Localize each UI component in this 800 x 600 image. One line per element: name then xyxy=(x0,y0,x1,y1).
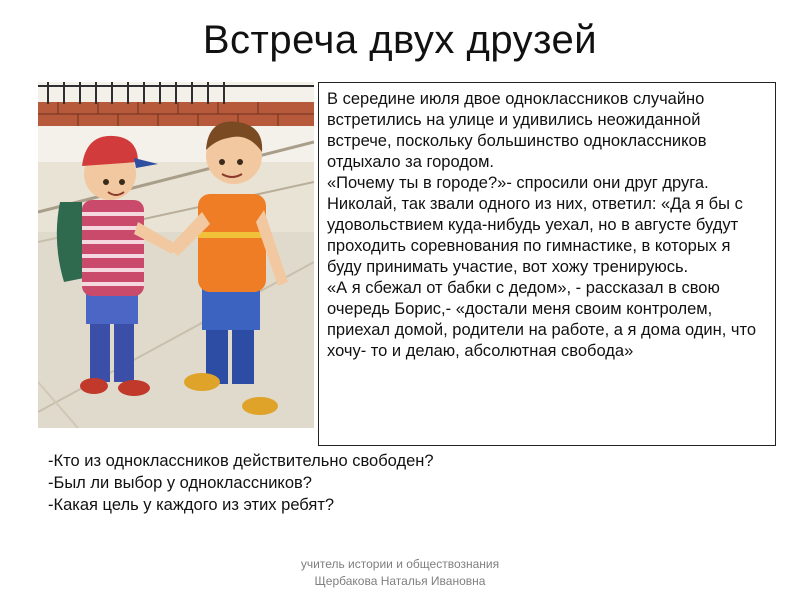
story-paragraph: «А я сбежал от бабки с дедом», - рассказал в свою очередь Борис,- «достали меня своим контролем, приехал домой, родители на работе, а я дома один, что хочу- то и делаю, абсолютная свобода» xyxy=(327,279,757,360)
slide-title: Встреча двух друзей xyxy=(202,18,598,62)
story-paragraph: Николай, так звали одного из них, ответил: «Да я бы с удовольствием куда-нибудь уехал, но в августе будут проходить соревнования по гимнастике, в которых я буду принимать участие, вот хожу тренируюсь. xyxy=(327,195,743,276)
two-boys-illustration xyxy=(38,82,314,428)
author-role: учитель истории и обществознания xyxy=(300,557,500,571)
question-list xyxy=(48,450,434,516)
story-text-box xyxy=(318,82,776,446)
question-item: -Был ли выбор у одноклассников? xyxy=(48,474,312,492)
story-paragraph: В середине июля двое одноклассников случайно встретились на улице и удивились неожиданной встрече, поскольку большинство одноклассников отдыхало за городом. xyxy=(327,90,707,171)
question-item: -Кто из одноклассников действительно свободен? xyxy=(48,452,434,470)
author-name: Щербакова Наталья Ивановна xyxy=(314,574,486,588)
author-credit xyxy=(0,556,800,590)
story-paragraph: «Почему ты в городе?»- спросили они друг друга. xyxy=(327,174,709,192)
question-item: -Какая цель у каждого из этих ребят? xyxy=(48,496,335,514)
